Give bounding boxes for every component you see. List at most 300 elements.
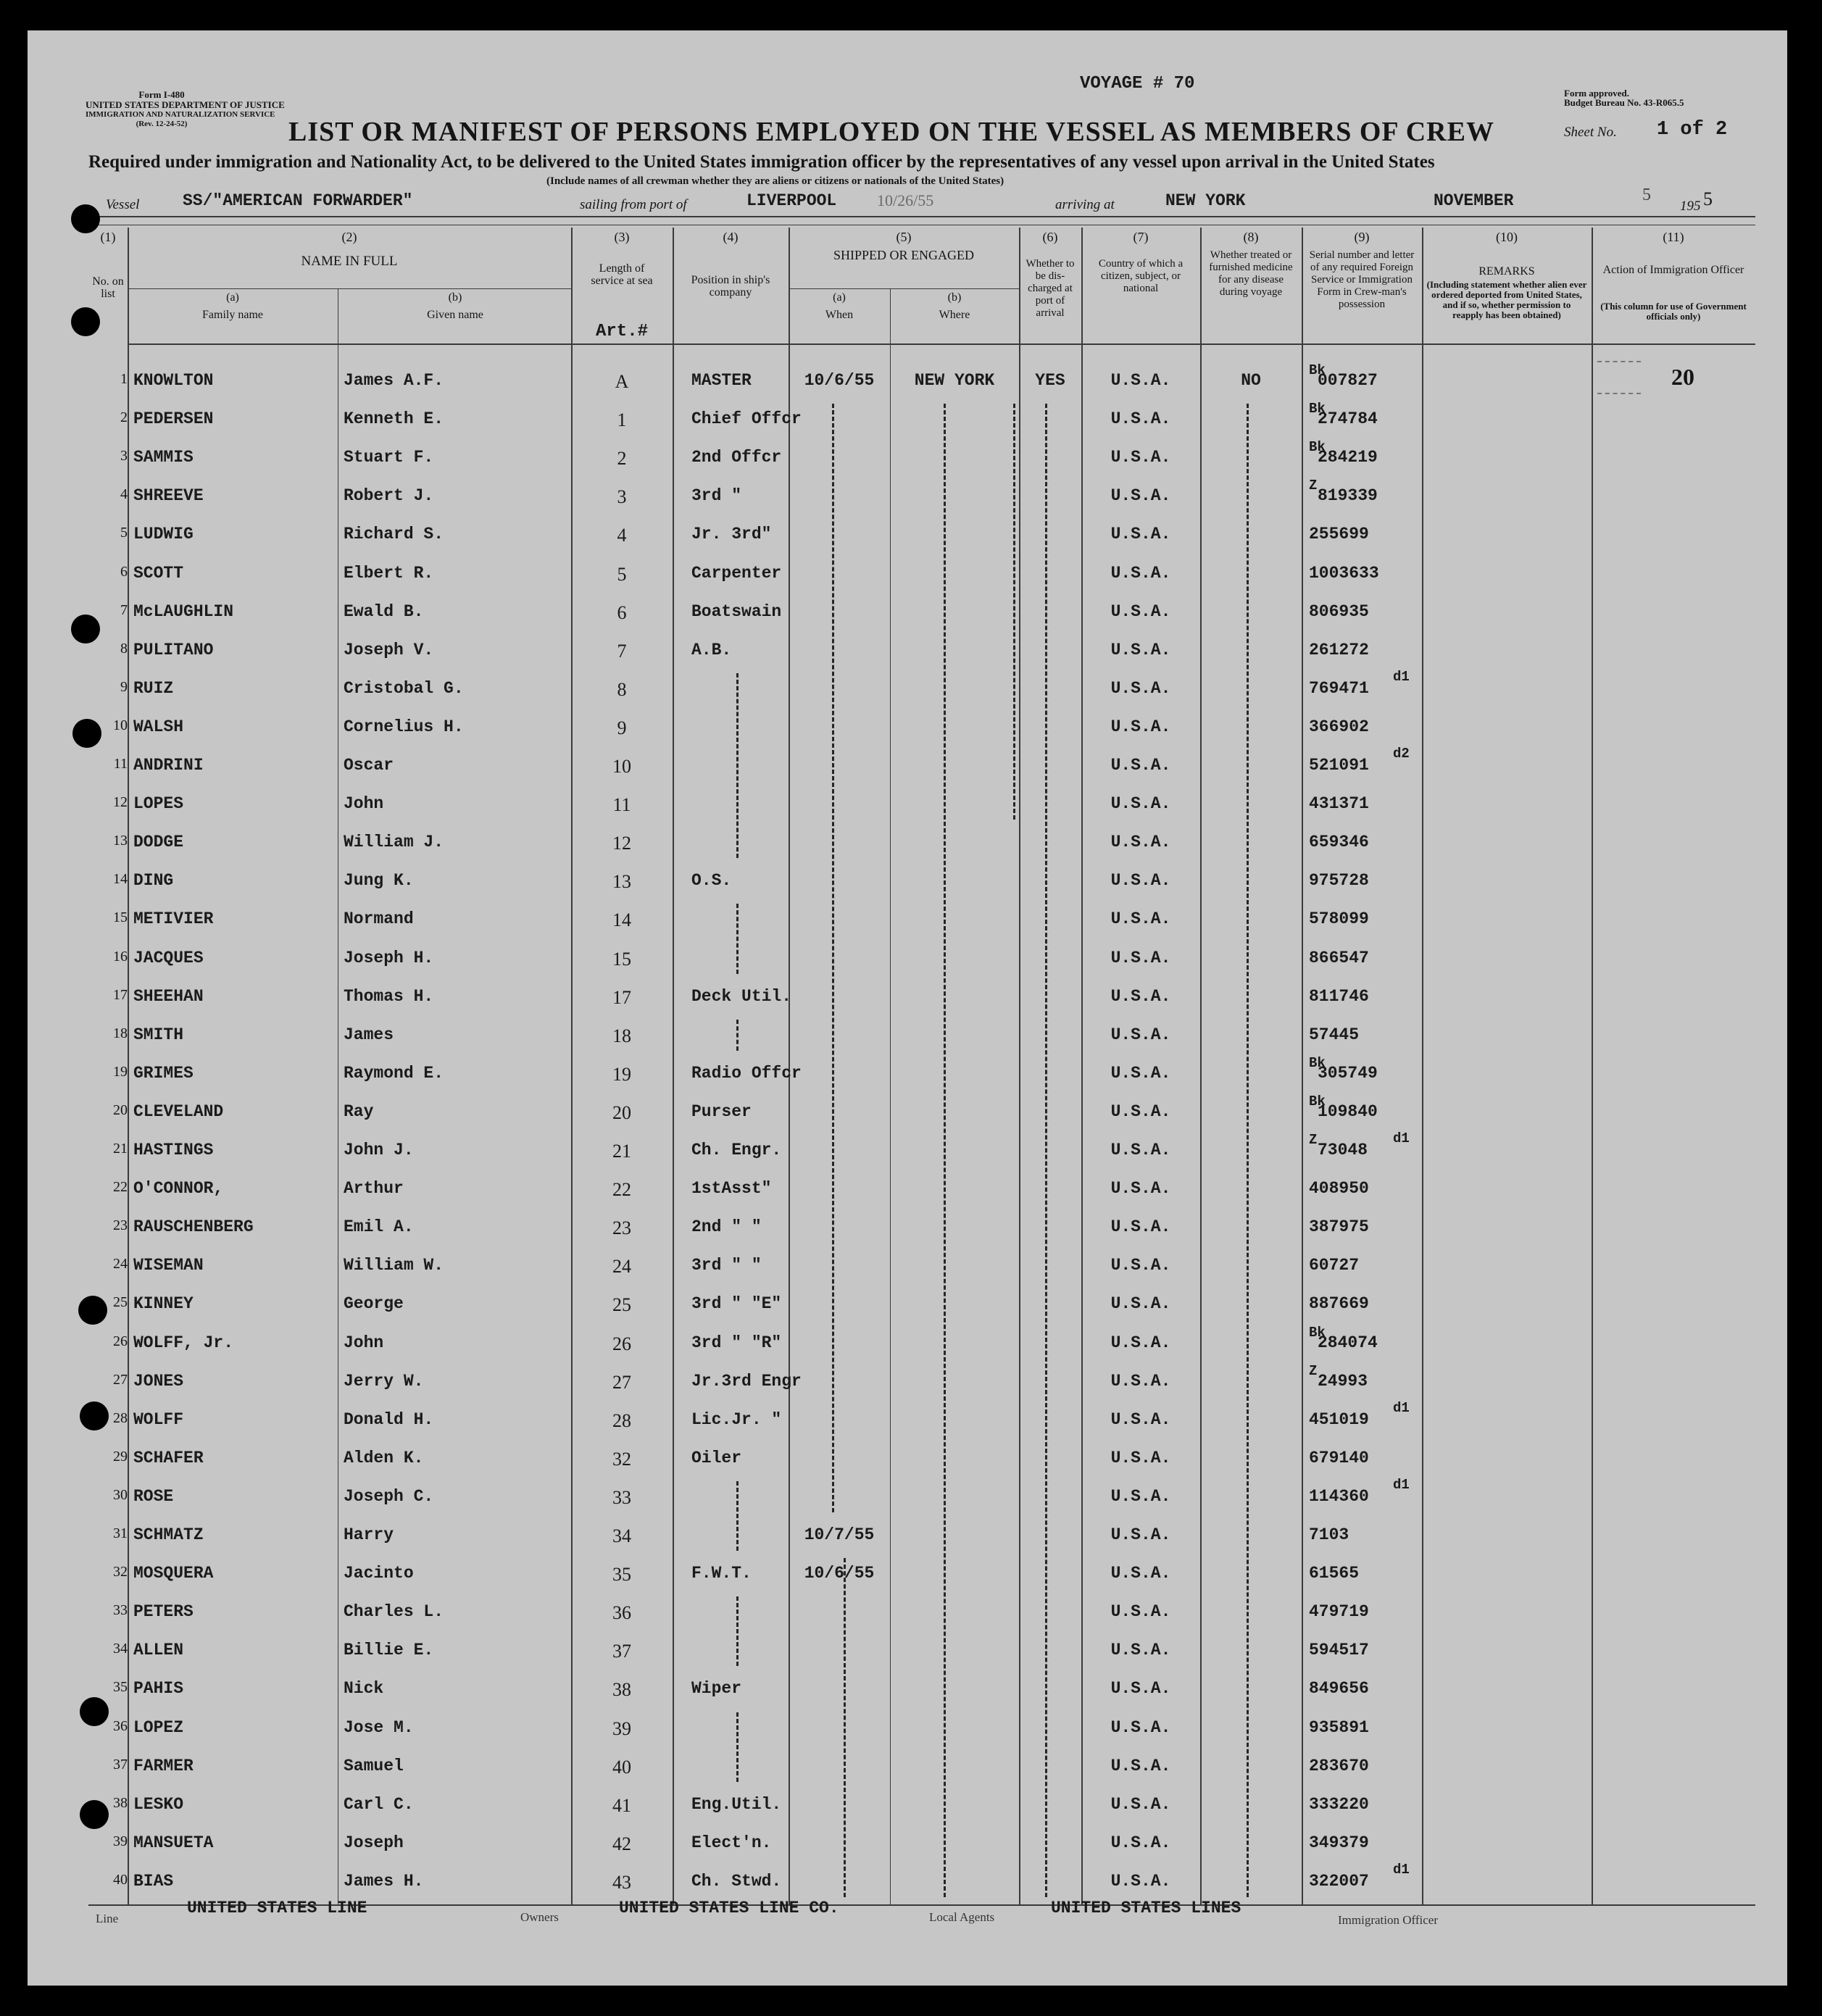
- serial-number: 57445: [1309, 1025, 1360, 1044]
- ditto-line: [1045, 404, 1047, 1897]
- given-name: Normand: [344, 909, 414, 929]
- vrule-7: [1019, 228, 1020, 1906]
- given-name: Jose M.: [344, 1717, 414, 1737]
- page-subtitle: Required under immigration and Nationality Act, to be delivered to the United States immigration officer by the representatives of any vessel upon arrival in the United States: [88, 152, 1435, 172]
- given-name: John J.: [344, 1141, 414, 1159]
- punch-hole: [80, 1800, 109, 1829]
- vrule-12: [1592, 228, 1593, 1906]
- position: Jr. 3rd": [691, 525, 772, 544]
- serial-number: 866547: [1309, 948, 1369, 967]
- year-prefix: 195: [1680, 199, 1701, 214]
- vessel-value: SS/"AMERICAN FORWARDER": [183, 191, 413, 210]
- serial-number: 7103: [1309, 1525, 1349, 1544]
- given-name: Charles L.: [344, 1602, 444, 1622]
- family-name: HASTINGS: [133, 1141, 214, 1159]
- family-name: ALLEN: [133, 1641, 184, 1660]
- row-number: 11: [113, 756, 128, 772]
- serial-number: 349379: [1309, 1833, 1369, 1852]
- row-number: 5: [120, 525, 128, 541]
- given-name: Raymond E.: [344, 1063, 444, 1083]
- family-name: SHREEVE: [133, 486, 204, 506]
- row-number: 15: [113, 909, 128, 926]
- family-name: WALSH: [133, 717, 184, 736]
- country: U.S.A.: [1110, 640, 1171, 659]
- ditto-line: [1247, 404, 1249, 1897]
- article-number: 38: [612, 1679, 631, 1701]
- col9-num: (9): [1354, 230, 1370, 244]
- manifest-sheet: [28, 30, 1787, 1986]
- serial-number: 24993: [1318, 1371, 1368, 1391]
- row-number: 24: [113, 1256, 128, 1273]
- country: U.S.A.: [1110, 1756, 1171, 1775]
- given-name: Oscar: [344, 756, 394, 775]
- col5-label: SHIPPED OR ENGAGED: [833, 248, 974, 262]
- serial-suffix: d1: [1393, 1476, 1410, 1493]
- col4-num: (4): [723, 230, 739, 244]
- day-value: 5: [1642, 186, 1651, 204]
- country: U.S.A.: [1110, 1333, 1171, 1352]
- article-number: 15: [612, 948, 631, 970]
- col5a-num: (a): [833, 291, 846, 304]
- col10-label: REMARKS: [1478, 265, 1535, 278]
- position: Carpenter: [691, 563, 782, 583]
- row-number: 35: [113, 1679, 128, 1696]
- row-number: 16: [113, 948, 128, 965]
- serial-number: 451019: [1309, 1409, 1369, 1429]
- given-name: Emil A.: [344, 1217, 414, 1237]
- country: U.S.A.: [1110, 1179, 1171, 1199]
- col6-num: (6): [1042, 230, 1058, 244]
- department: UNITED STATES DEPARTMENT OF JUSTICE: [86, 99, 285, 110]
- article-number: 13: [612, 871, 631, 893]
- action-mark-1: [1597, 361, 1641, 362]
- footer-officer-label: Immigration Officer: [1338, 1913, 1439, 1927]
- col2b-num: (b): [448, 291, 462, 304]
- country: U.S.A.: [1110, 409, 1171, 429]
- country: U.S.A.: [1110, 1486, 1171, 1506]
- article-number: 10: [612, 756, 631, 777]
- family-name: WOLFF: [133, 1409, 184, 1429]
- col2-num: (2): [341, 230, 357, 244]
- footer-agents-value: UNITED STATES LINES: [1051, 1899, 1241, 1917]
- col5-num: (5): [896, 230, 912, 244]
- serial-number: 333220: [1309, 1794, 1369, 1814]
- country: U.S.A.: [1110, 1217, 1171, 1237]
- serial-number: 578099: [1309, 909, 1369, 929]
- col7-label: Country of which a citizen, subject, or national: [1098, 258, 1184, 294]
- given-name: Kenneth E.: [344, 409, 444, 429]
- family-name: SMITH: [133, 1025, 184, 1044]
- given-name: Robert J.: [344, 486, 434, 506]
- article-number: 17: [612, 986, 631, 1008]
- position: Lic.Jr. ": [691, 1409, 782, 1429]
- row-number: 40: [113, 1871, 128, 1888]
- col8-num: (8): [1243, 230, 1259, 244]
- name-subrule: [128, 288, 571, 289]
- shipped-when: 10/6/55: [804, 371, 875, 390]
- footer-agents-label: Local Agents: [929, 1910, 995, 1924]
- page-note: (Include names of all crewman whether they are aliens or citizens or nationals of the United States): [546, 175, 1004, 187]
- given-name: Jerry W.: [344, 1371, 424, 1391]
- serial-suffix: d2: [1393, 746, 1410, 762]
- action-note: 20: [1671, 364, 1694, 390]
- sailing-stamp: 10/26/55: [877, 191, 934, 209]
- article-number: 18: [612, 1025, 631, 1046]
- family-name: PETERS: [133, 1602, 194, 1622]
- row-number: 1: [120, 371, 128, 387]
- row-number: 36: [113, 1717, 128, 1734]
- article-number: 9: [617, 717, 627, 738]
- serial-number: 255699: [1309, 525, 1369, 544]
- article-number: 22: [612, 1179, 631, 1201]
- row-number: 21: [113, 1141, 128, 1157]
- position: A.B.: [691, 640, 732, 659]
- row-number: 9: [120, 678, 128, 695]
- given-name: Elbert R.: [344, 563, 434, 583]
- vessel-label: Vessel: [106, 197, 140, 212]
- article-number: 26: [612, 1333, 631, 1354]
- family-name: SAMMIS: [133, 448, 194, 467]
- serial-number: 274784: [1318, 409, 1378, 429]
- col3-num: (3): [614, 230, 630, 244]
- family-name: LUDWIG: [133, 525, 194, 544]
- article-number: 36: [612, 1602, 631, 1624]
- article-number: 19: [612, 1063, 631, 1085]
- voyage-number: VOYAGE # 70: [1080, 74, 1195, 93]
- discharge: YES: [1035, 371, 1065, 390]
- position: F.W.T.: [691, 1564, 752, 1583]
- family-name: JONES: [133, 1371, 184, 1391]
- serial-number: 975728: [1309, 871, 1369, 891]
- revision: (Rev. 12-24-52): [136, 120, 188, 128]
- given-name: William W.: [344, 1256, 444, 1275]
- article-number: 39: [612, 1717, 631, 1739]
- row-number: 39: [113, 1833, 128, 1849]
- position: Elect'n.: [691, 1833, 772, 1852]
- serial-number: 261272: [1309, 640, 1369, 659]
- serial-suffix: d1: [1393, 1861, 1410, 1878]
- article-number: 33: [612, 1486, 631, 1508]
- serial-number: 60727: [1309, 1256, 1360, 1275]
- given-name: George: [344, 1294, 404, 1314]
- position: Eng.Util.: [691, 1794, 782, 1814]
- row-number: 18: [113, 1025, 128, 1041]
- family-name: METIVIER: [133, 909, 214, 929]
- col11-label: Action of Immigration Officer: [1602, 264, 1744, 276]
- punch-hole: [71, 204, 100, 233]
- serial-prefix: Bk: [1309, 1324, 1326, 1341]
- given-name: Ray: [344, 1101, 374, 1121]
- serial-suffix: d1: [1393, 1130, 1410, 1146]
- serial-number: 806935: [1309, 601, 1369, 621]
- vrule-6: [890, 288, 891, 1906]
- family-name: SHEEHAN: [133, 986, 204, 1006]
- serial-number: 73048: [1318, 1141, 1368, 1159]
- country: U.S.A.: [1110, 525, 1171, 544]
- position: Ch. Engr.: [691, 1141, 782, 1159]
- row-number: 19: [113, 1063, 128, 1080]
- position: 2nd " ": [691, 1217, 762, 1237]
- country: U.S.A.: [1110, 1063, 1171, 1083]
- serial-prefix: Bk: [1309, 439, 1326, 456]
- col11-sub: (This column for use of Government officials only): [1600, 301, 1747, 322]
- serial-number: 479719: [1309, 1602, 1369, 1622]
- article-number: 7: [617, 640, 627, 662]
- punch-hole: [78, 1296, 107, 1325]
- row-number: 13: [113, 833, 128, 849]
- ditto-line: [736, 1020, 739, 1051]
- row-number: 38: [113, 1794, 128, 1811]
- given-name: Alden K.: [344, 1448, 424, 1467]
- position: Chief Offcr: [691, 409, 802, 429]
- row-number: 20: [113, 1101, 128, 1118]
- row-number: 29: [113, 1448, 128, 1465]
- country: U.S.A.: [1110, 1833, 1171, 1852]
- family-name: LOPEZ: [133, 1717, 184, 1737]
- given-name: Cristobal G.: [344, 678, 464, 698]
- shipped-when: 10/7/55: [804, 1525, 875, 1544]
- family-name: PULITANO: [133, 640, 214, 659]
- ditto-line: [844, 1558, 846, 1897]
- serial-number: 659346: [1309, 833, 1369, 852]
- given-name: Billie E.: [344, 1641, 434, 1660]
- given-name: William J.: [344, 833, 444, 852]
- given-name: John: [344, 1333, 384, 1352]
- serial-number: 521091: [1309, 756, 1369, 775]
- arriving-value: NEW YORK: [1165, 191, 1246, 210]
- row-number: 7: [120, 601, 128, 618]
- row-number: 32: [113, 1564, 128, 1580]
- sheet-value: 1 of 2: [1657, 119, 1728, 141]
- country: U.S.A.: [1110, 448, 1171, 467]
- family-name: KNOWLTON: [133, 371, 214, 390]
- serial-number: 849656: [1309, 1679, 1369, 1699]
- serial-number: 408950: [1309, 1179, 1369, 1199]
- article-number: A: [615, 371, 629, 392]
- article-number: 37: [612, 1641, 631, 1662]
- given-name: Ewald B.: [344, 601, 424, 621]
- form-id: Form I-480: [138, 89, 185, 100]
- country: U.S.A.: [1110, 1871, 1171, 1891]
- row-number: 25: [113, 1294, 128, 1311]
- row-number: 33: [113, 1602, 128, 1619]
- article-number: 11: [612, 794, 631, 816]
- family-name: ROSE: [133, 1486, 174, 1506]
- family-name: LOPES: [133, 794, 184, 814]
- row-number: 17: [113, 986, 128, 1003]
- family-name: MANSUETA: [133, 1833, 214, 1852]
- serial-number: 283670: [1309, 1756, 1369, 1775]
- article-number: 28: [612, 1409, 631, 1431]
- article-number: 6: [617, 601, 627, 623]
- family-name: PAHIS: [133, 1679, 184, 1699]
- family-name: RAUSCHENBERG: [133, 1217, 254, 1237]
- country: U.S.A.: [1110, 1602, 1171, 1622]
- article-number: 4: [617, 525, 627, 546]
- sailing-value: LIVERPOOL: [746, 191, 837, 210]
- shipped-when: 10/6/55: [804, 1564, 875, 1583]
- serial-suffix: d1: [1393, 1399, 1410, 1416]
- position: Wiper: [691, 1679, 742, 1699]
- country: U.S.A.: [1110, 1448, 1171, 1467]
- country: U.S.A.: [1110, 563, 1171, 583]
- family-name: SCHMATZ: [133, 1525, 204, 1544]
- article-number: 8: [617, 678, 627, 700]
- article-number: 5: [617, 563, 627, 585]
- position: 3rd ": [691, 486, 742, 506]
- serial-number: 594517: [1309, 1641, 1369, 1660]
- country: U.S.A.: [1110, 1371, 1171, 1391]
- position: 1stAsst": [691, 1179, 772, 1199]
- serial-number: 679140: [1309, 1448, 1369, 1467]
- given-name: Harry: [344, 1525, 394, 1544]
- row-number: 26: [113, 1333, 128, 1349]
- country: U.S.A.: [1110, 948, 1171, 967]
- punch-hole: [80, 1697, 109, 1726]
- col1-num: (1): [100, 230, 116, 244]
- given-name: Jacinto: [344, 1564, 414, 1583]
- article-number: 25: [612, 1294, 631, 1316]
- country: U.S.A.: [1110, 756, 1171, 775]
- given-name: Stuart F.: [344, 448, 434, 467]
- row-number: 2: [120, 409, 128, 426]
- article-number: 42: [612, 1833, 631, 1854]
- family-name: DING: [133, 871, 174, 891]
- arriving-label: arriving at: [1055, 197, 1115, 212]
- row-number: 28: [113, 1409, 128, 1426]
- shipped-where: NEW YORK: [914, 371, 995, 390]
- given-name: Joseph H.: [344, 948, 434, 967]
- vrule-4: [673, 228, 674, 1906]
- country: U.S.A.: [1110, 1409, 1171, 1429]
- serial-number: 61565: [1309, 1564, 1360, 1583]
- article-number: 41: [612, 1794, 631, 1816]
- row-number: 10: [113, 717, 128, 733]
- col2a-num: (a): [226, 291, 239, 304]
- serial-number: 819339: [1318, 486, 1378, 506]
- action-mark-2: [1597, 393, 1641, 394]
- family-name: BIAS: [133, 1871, 174, 1891]
- position: Ch. Stwd.: [691, 1871, 782, 1891]
- family-name: O'CONNOR,: [133, 1179, 224, 1199]
- given-name: Jung K.: [344, 871, 414, 891]
- serial-number: 387975: [1309, 1217, 1369, 1237]
- article-number: 35: [612, 1564, 631, 1586]
- serial-prefix: Z: [1309, 1362, 1318, 1379]
- ditto-line: [1013, 404, 1015, 820]
- col2a-label: Family name: [202, 309, 263, 321]
- family-name: LESKO: [133, 1794, 184, 1814]
- given-name: Joseph: [344, 1833, 404, 1852]
- article-number: 1: [617, 409, 627, 431]
- serial-prefix: Bk: [1309, 1093, 1326, 1109]
- serial-prefix: Z: [1309, 1132, 1318, 1148]
- serial-number: 284074: [1318, 1333, 1378, 1352]
- country: U.S.A.: [1110, 1101, 1171, 1121]
- header-top-rule: [88, 216, 1755, 217]
- ditto-line: [736, 904, 739, 973]
- position: Oiler: [691, 1448, 742, 1467]
- article-number: 34: [612, 1525, 631, 1546]
- country: U.S.A.: [1110, 1141, 1171, 1159]
- col2-label: NAME IN FULL: [301, 254, 398, 269]
- country: U.S.A.: [1110, 833, 1171, 852]
- given-name: Nick: [344, 1679, 384, 1699]
- serial-number: 1003633: [1309, 563, 1379, 583]
- position: Boatswain: [691, 601, 782, 621]
- col5b-label: Where: [939, 309, 970, 321]
- given-name: James H.: [344, 1871, 424, 1891]
- row-number: 27: [113, 1371, 128, 1388]
- given-name: James A.F.: [344, 371, 444, 390]
- article-number: 43: [612, 1871, 631, 1893]
- ditto-line: [832, 404, 834, 1512]
- serial-number: 366902: [1309, 717, 1369, 736]
- row-number: 4: [120, 486, 128, 503]
- given-name: Carl C.: [344, 1794, 414, 1814]
- given-name: Cornelius H.: [344, 717, 464, 736]
- row-number: 6: [120, 563, 128, 580]
- family-name: GRIMES: [133, 1063, 194, 1083]
- ditto-line: [736, 1712, 739, 1782]
- country: U.S.A.: [1110, 1564, 1171, 1583]
- given-name: Richard S.: [344, 525, 444, 544]
- year-suffix: 5: [1703, 188, 1713, 209]
- ditto-line: [736, 1481, 739, 1551]
- col8-label: Whether treated or furnished medicine for any disease during voyage: [1209, 249, 1293, 298]
- col5a-label: When: [825, 309, 854, 321]
- row-number: 34: [113, 1641, 128, 1657]
- col10-sub: (Including statement whether alien ever ordered deported from United States, and if so, whether permission to reapply has been obtained): [1426, 279, 1587, 320]
- family-name: JACQUES: [133, 948, 204, 967]
- ditto-line: [736, 1596, 739, 1666]
- row-number: 3: [120, 448, 128, 465]
- footer-line-value: UNITED STATES LINE: [187, 1899, 367, 1917]
- family-name: MOSQUERA: [133, 1564, 214, 1583]
- col7-num: (7): [1133, 230, 1149, 244]
- article-number: 40: [612, 1756, 631, 1778]
- page-title: LIST OR MANIFEST OF PERSONS EMPLOYED ON THE VESSEL AS MEMBERS OF CREW: [288, 117, 1494, 147]
- serial-number: 284219: [1318, 448, 1378, 467]
- serial-number: 114360: [1309, 1486, 1369, 1506]
- footer-owners-value: UNITED STATES LINE CO.: [619, 1899, 839, 1917]
- col11-num: (11): [1663, 230, 1684, 244]
- footer-owners-label: Owners: [520, 1910, 559, 1924]
- serial-number: 431371: [1309, 794, 1369, 814]
- given-name: Arthur: [344, 1179, 404, 1199]
- position: MASTER: [691, 371, 752, 390]
- country: U.S.A.: [1110, 909, 1171, 929]
- given-name: Thomas H.: [344, 986, 434, 1006]
- col9-label: Serial number and letter of any required Foreign Service or Immigration Form in Crew-man's possession: [1309, 249, 1415, 310]
- serial-number: 007827: [1318, 371, 1378, 390]
- position: Radio Offcr: [691, 1063, 802, 1083]
- family-name: McLAUGHLIN: [133, 601, 234, 621]
- position: O.S.: [691, 871, 732, 891]
- country: U.S.A.: [1110, 486, 1171, 506]
- row-number: 31: [113, 1525, 128, 1541]
- article-number: 2: [617, 448, 627, 470]
- article-number: 21: [612, 1141, 631, 1162]
- vrule-9: [1200, 228, 1202, 1906]
- col10-num: (10): [1496, 230, 1518, 244]
- article-number: 12: [612, 833, 631, 854]
- row-number: 12: [113, 794, 128, 811]
- country: U.S.A.: [1110, 1525, 1171, 1544]
- country: U.S.A.: [1110, 871, 1171, 891]
- serial-number: 935891: [1309, 1717, 1369, 1737]
- family-name: ANDRINI: [133, 756, 204, 775]
